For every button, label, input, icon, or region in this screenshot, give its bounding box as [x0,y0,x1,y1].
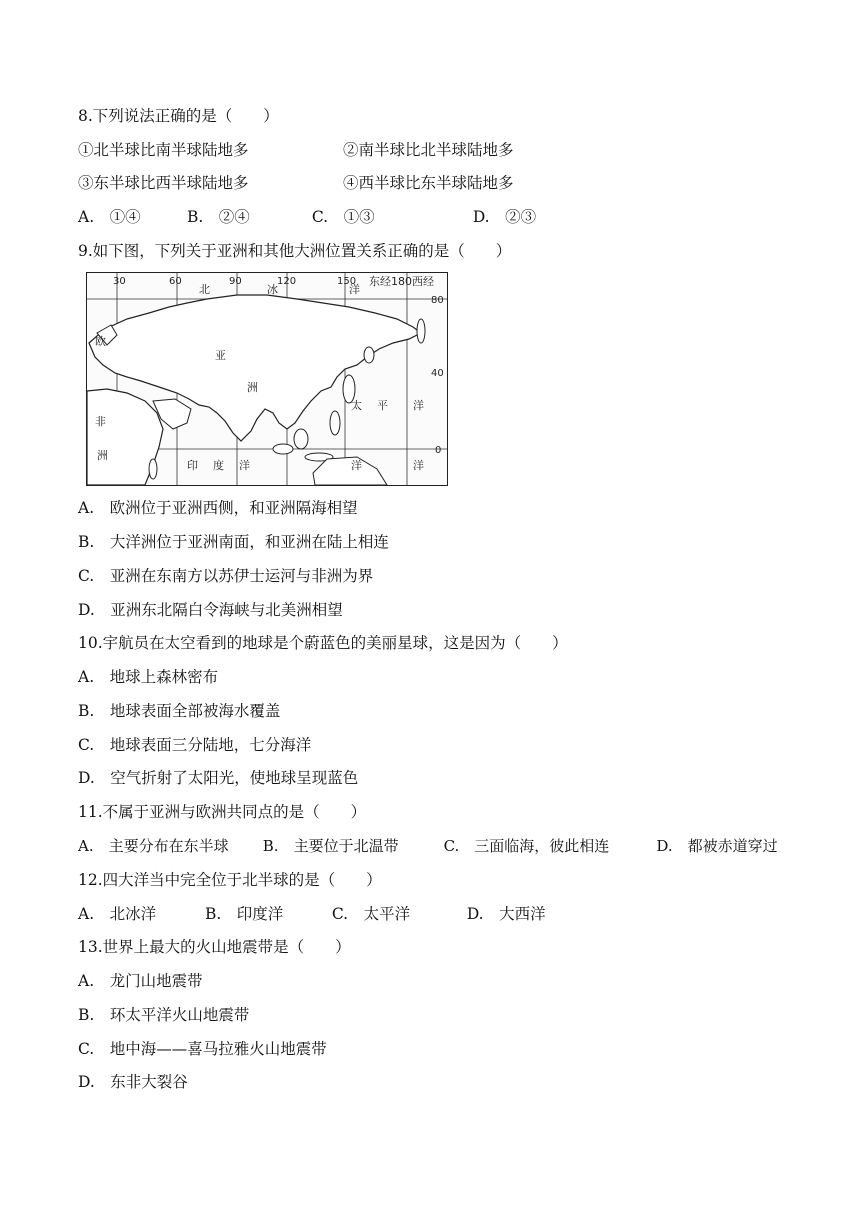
lon-label-30: 30 [113,276,126,287]
asia-map [86,272,448,486]
q12-option-a[interactable]: A. 北冰洋 [78,905,157,923]
lon-label-90: 90 [229,276,242,287]
q11-stem: 11.不属于亚洲与欧洲共同点的是（ ） [78,803,367,821]
q8-stem: 8.下列说法正确的是（ ） [78,107,279,125]
q9-option-a[interactable]: A. 欧洲位于亚洲西侧，和亚洲隔海相望 [78,499,358,517]
label-bing: 冰 [267,283,278,296]
q11-option-c[interactable]: C. 三面临海，彼此相连 [443,837,610,855]
lat-label-0: 0 [435,445,442,456]
q12-option-b[interactable]: B. 印度洋 [204,905,284,923]
q13-option-d[interactable]: D. 东非大裂谷 [78,1073,188,1091]
q8-options [78,207,536,227]
label-bei: 北 [199,283,210,296]
label-ya: 亚 [215,349,226,362]
q8-option-a[interactable]: A. ①④ [78,208,141,226]
label-yang-se: 洋 [351,459,362,472]
label-yang-1: 洋 [349,283,360,296]
label-du: 度 [213,459,224,472]
q12-options [78,904,546,924]
label-yin: 印 [187,459,198,472]
q9-option-c[interactable]: C. 亚洲在东南方以苏伊士运河与非洲为界 [78,567,374,585]
q8-statement-2: ②南半球比北半球陆地多 [342,141,514,159]
q10-option-b[interactable]: B. 地球表面全部被海水覆盖 [78,702,281,720]
lon-label-150: 150 [337,276,357,287]
q11-option-d[interactable]: D. 都被赤道穿过 [656,837,778,855]
label-fei: 非 [95,415,106,428]
q11-option-a[interactable]: A. 主要分布在东半球 [78,837,229,855]
q10-option-d[interactable]: D. 空气折射了太阳光，使地球呈现蓝色 [78,769,359,787]
q10-option-a[interactable]: A. 地球上森林密布 [78,668,219,686]
lon-label-60: 60 [169,276,182,287]
q8-statements-row2 [78,173,513,193]
q13-option-c[interactable]: C. 地中海——喜马拉雅火山地震带 [78,1040,327,1058]
label-zhou-asia: 洲 [247,381,258,394]
q8-statement-1: ①北半球比南半球陆地多 [78,141,249,159]
asia-map-svg [87,273,447,485]
corner-label: 东经180西经 [369,275,434,288]
q12-stem: 12.四大洋当中完全位于北半球的是（ ） [78,871,382,889]
q13-stem: 13.世界上最大的火山地震带是（ ） [78,938,351,956]
q8-option-d[interactable]: D. ②③ [472,208,537,226]
label-ou: 欧 [95,335,106,348]
label-ping: 平 [377,399,388,412]
label-yang-indian: 洋 [239,459,250,472]
q9-option-d[interactable]: D. 亚洲东北隔白令海峡与北美洲相望 [78,601,343,619]
q13-option-b[interactable]: B. 环太平洋火山地震带 [78,1006,250,1024]
lat-label-40: 40 [431,368,444,379]
label-tai: 太 [351,399,362,412]
q8-option-c[interactable]: C. ①③ [311,208,375,226]
label-zhou-africa: 洲 [97,449,108,462]
lon-label-120: 120 [277,276,297,287]
q12-option-d[interactable]: D. 大西洋 [466,905,546,923]
label-yang-e: 洋 [413,459,424,472]
q12-option-c[interactable]: C. 太平洋 [331,905,411,923]
q9-option-b[interactable]: B. 大洋洲位于亚洲南面，和亚洲在陆上相连 [78,533,389,551]
q10-option-c[interactable]: C. 地球表面三分陆地，七分海洋 [78,736,312,754]
q13-option-a[interactable]: A. 龙门山地震带 [78,972,203,990]
q9-stem: 9.如下图，下列关于亚洲和其他大洲位置关系正确的是（ ） [78,242,512,260]
q10-stem: 10.宇航员在太空看到的地球是个蔚蓝色的美丽星球，这是因为（ ） [78,634,568,652]
q8-statement-4: ④西半球比东半球陆地多 [342,174,514,192]
label-yang-pacific: 洋 [413,399,424,412]
q8-statement-3: ③东半球比西半球陆地多 [78,174,249,192]
q11-options [78,836,778,856]
lat-label-80: 80 [431,295,444,306]
q8-option-b[interactable]: B. ②④ [186,208,250,226]
q11-option-b[interactable]: B. 主要位于北温带 [262,837,399,855]
q8-statements-row1 [78,140,513,160]
